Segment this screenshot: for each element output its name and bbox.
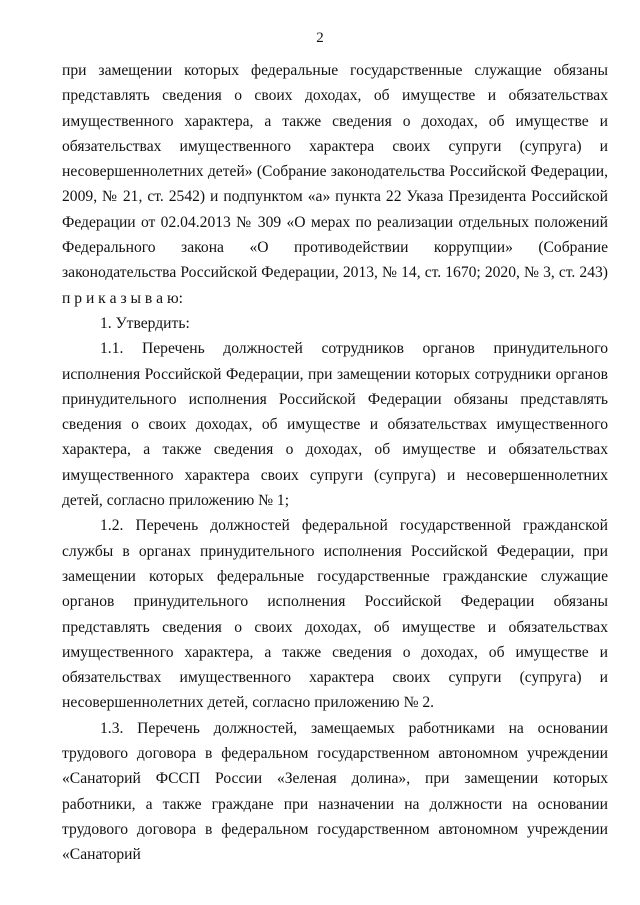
- item-1-2-paragraph: 1.2. Перечень должностей федеральной государственной гражданской службы в органах принудительного исполнения Российской Федерации, при замещении которых федеральные государственные гражданские служащие органов принудительного исполнения Российской Федерации обязаны представлять сведения о своих доходах, об имуществе и обязательствах имущественного характера, а также сведения о доходах, об имуществе и обязательствах имущественного характера своих супруги (супруга) и несовершеннолетних детей, согласно приложению № 2.: [62, 517, 608, 712]
- intro-paragraph: при замещении которых федеральные государственные служащие обязаны представлять сведения о своих доходах, об имуществе и обязательствах имущественного характера, а также сведения о доходах, об имуществе и обязательствах имущественного характера своих супруги (супруга) и несовершеннолетних детей» (Собрание законодательства Российской Федерации, 2009, № 21, ст. 2542) и подпунктом «а» пункта 22 Указа Президента Российской Федерации от 02.04.2013 № 309 «О мерах по реализации отдельных положений Федерального закона «О противодействии коррупции» (Собрание законодательства Российской Федерации, 2013, № 14, ст. 1670; 2020, № 3, ст. 243) п р и к а з ы в а ю:: [62, 62, 608, 307]
- item-1-1-paragraph: 1.1. Перечень должностей сотрудников органов принудительного исполнения Российской Федерации, при замещении которых сотрудники органов принудительного исполнения Российской Федерации обязаны представлять сведения о своих доходах, об имуществе и обязательствах имущественного характера, а также сведения о доходах, об имуществе и обязательствах имущественного характера своих супруги (супруга) и несовершеннолетних детей, согласно приложению № 1;: [62, 340, 608, 510]
- item-1-3-paragraph: 1.3. Перечень должностей, замещаемых работниками на основании трудового договора в федеральном государственном автономном учреждении «Санаторий ФССП России «Зеленая долина», при замещении которых работники, а также граждане при назначении на должности на основании трудового договора в федеральном государственном автономном учреждении «Санаторий: [62, 719, 608, 864]
- page-number: 2: [316, 30, 324, 46]
- document-body: [62, 58, 608, 868]
- item-1-heading: 1. Утвердить:: [100, 314, 190, 332]
